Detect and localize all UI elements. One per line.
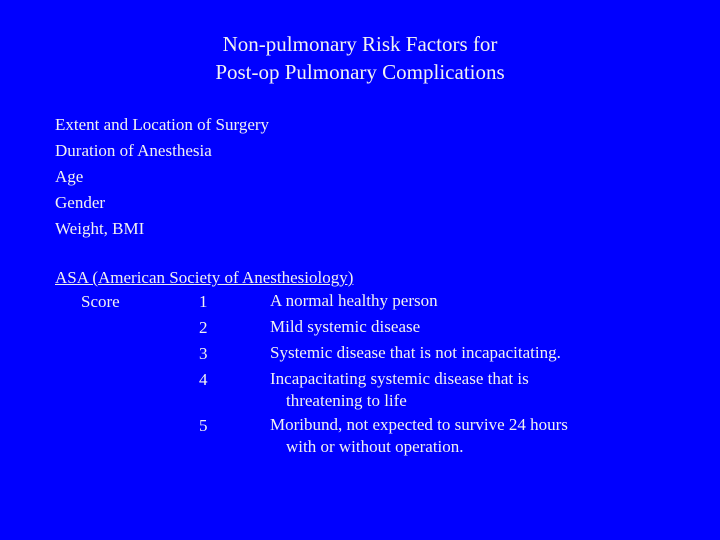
score-description-text: Incapacitating systemic disease that is — [270, 369, 529, 388]
score-description-text: Systemic disease that is not incapacitating. — [270, 343, 561, 362]
list-item: Duration of Anesthesia — [55, 141, 212, 160]
score-label: Score — [81, 292, 120, 311]
asa-section — [55, 266, 695, 460]
asa-heading: ASA (American Society of Anesthesiology) — [55, 268, 354, 287]
score-description — [270, 368, 529, 412]
list-item: Extent and Location of Surgery — [55, 115, 270, 134]
score-description-text: A normal healthy person — [270, 291, 438, 310]
score-number: 2 — [199, 318, 208, 337]
score-number: 5 — [199, 416, 208, 435]
title-line-1: Non-pulmonary Risk Factors for — [222, 32, 498, 56]
title-line-2: Post-op Pulmonary Complications — [215, 60, 505, 84]
score-description — [270, 316, 420, 338]
score-description — [270, 414, 568, 458]
score-number: 1 — [199, 292, 208, 311]
list-item: Gender — [55, 193, 106, 212]
score-description-text: Mild systemic disease — [270, 317, 421, 336]
asa-score-row — [55, 290, 695, 316]
asa-score-row — [55, 414, 695, 460]
score-description — [270, 342, 561, 364]
score-description-continuation: with or without operation. — [286, 437, 464, 456]
asa-score-row — [55, 342, 695, 368]
score-number: 3 — [199, 344, 208, 363]
list-item: Weight, BMI — [55, 219, 145, 238]
asa-score-row — [55, 316, 695, 342]
risk-factor-list — [55, 112, 269, 242]
score-number: 4 — [199, 370, 208, 389]
score-description — [270, 290, 438, 312]
slide-title — [0, 30, 720, 86]
score-description-continuation: threatening to life — [286, 391, 407, 410]
list-item: Age — [55, 167, 84, 186]
asa-score-row — [55, 368, 695, 414]
score-description-text: Moribund, not expected to survive 24 hours — [270, 415, 568, 434]
